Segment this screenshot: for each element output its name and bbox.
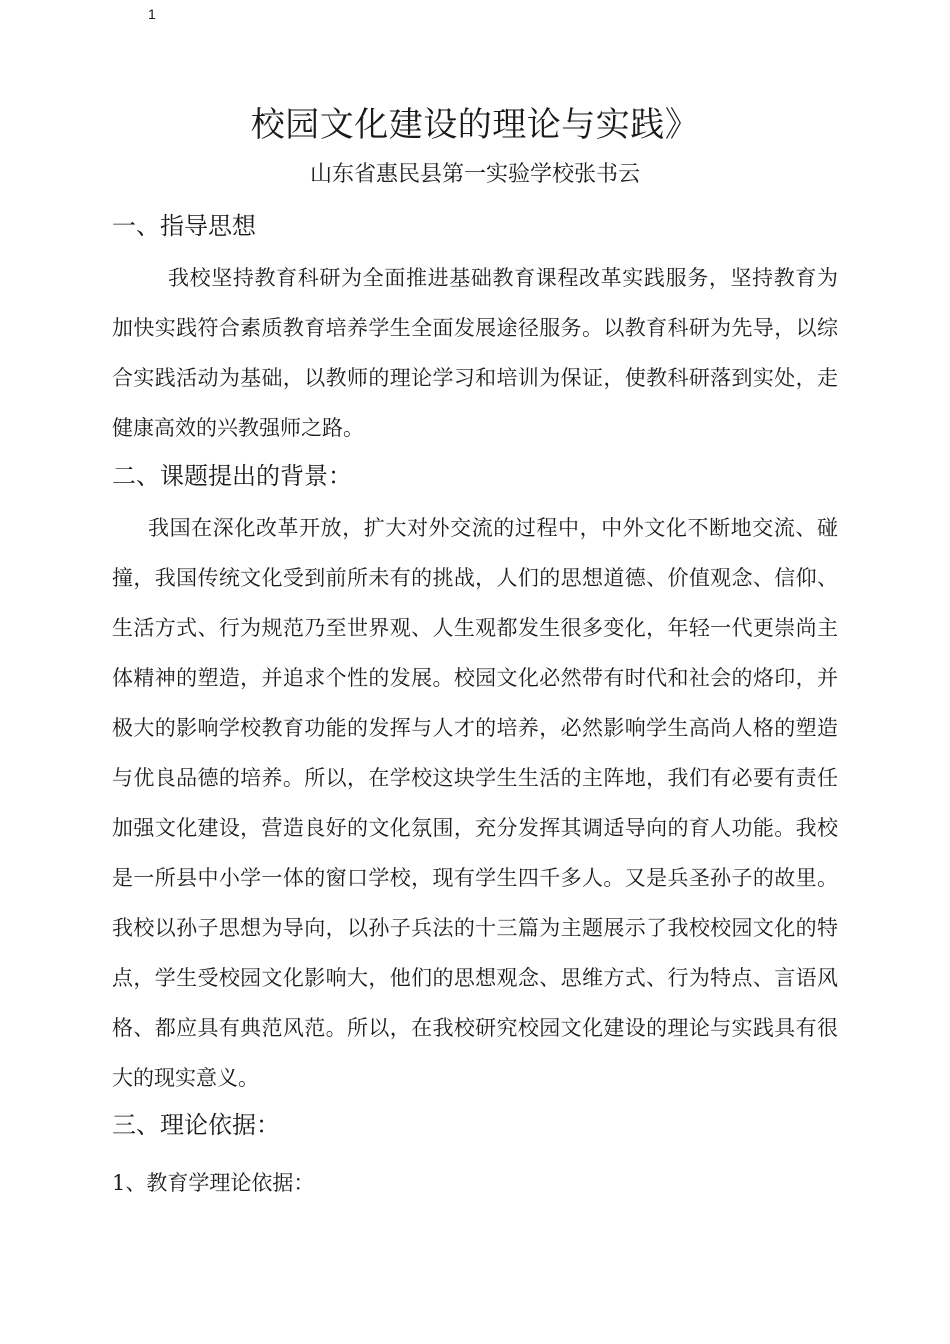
section-heading-theory-basis: 三、理论依据： [112,1111,280,1139]
document-title: 校园文化建设的理论与实践》 [250,105,700,145]
section-paragraph-guiding-thought: 我校坚持教育科研为全面推进基础教育课程改革实践服务，坚持教育为加快实践符合素质教育培养学生全面发展途径服务。以教育科研为先导，以综合实践活动为基础，以教师的理论学习和培训为保证，使教科研落到实处，走健康高效的兴教强师之路。 [112,266,838,440]
section-heading-background: 二、课题提出的背景： [112,462,352,490]
document-author: 山东省惠民县第一实验学校张书云 [309,162,640,187]
page-number: 1 [148,6,156,22]
section-heading-guiding-thought: 一、指导思想 [112,212,256,240]
section-paragraph-background: 我国在深化改革开放，扩大对外交流的过程中，中外文化不断地交流、碰撞，我国传统文化受到前所未有的挑战，人们的思想道德、价值观念、信仰、生活方式、行为规范乃至世界观、人生观都发生很多变化，年轻一代更崇尚主体精神的塑造，并追求个性的发展。校园文化必然带有时代和社会的烙印，并极大的影响学校教育功能的发挥与人才的培养，必然影响学生高尚人格的塑造与优良品德的培养。所以，在学校这块学生生活的主阵地，我们有必要有责任加强文化建设，营造良好的文化氛围，充分发挥其调适导向的育人功能。我校是一所县中小学一体的窗口学校，现有学生四千多人。又是兵圣孙子的故里。我校以孙子思想为导向，以孙子兵法的十三篇为主题展示了我校校园文化的特点，学生受校园文化影响大，他们的思想观念、思维方式、行为特点、言语风格、都应具有典范风范。所以，在我校研究校园文化建设的理论与实践具有很大的现实意义。 [112,516,838,1090]
subsection-heading-pedagogy: 1、教育学理论依据： [112,1171,315,1195]
